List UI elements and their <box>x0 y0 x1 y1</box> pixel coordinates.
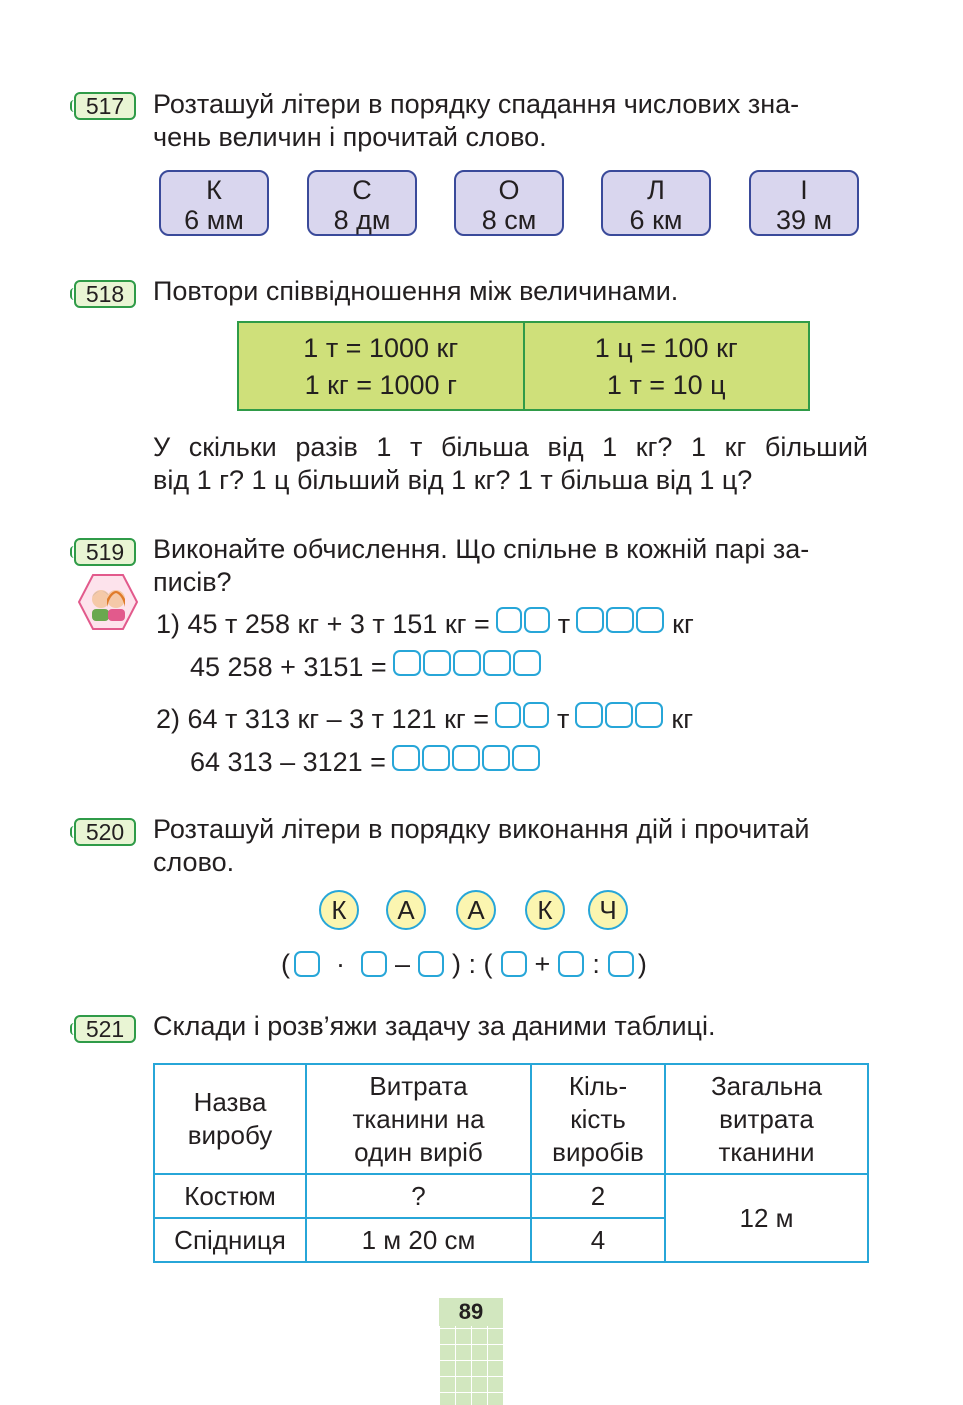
letter-circle-k: К <box>319 890 359 930</box>
fabric-table <box>153 1063 869 1263</box>
answer-boxes-diff[interactable] <box>392 745 542 779</box>
expression-2b: 64 313 – 3121 = <box>190 745 548 779</box>
answer-boxes-sum[interactable] <box>393 650 543 684</box>
letter-card-l: Л 6 км <box>601 170 711 236</box>
letter-circle-ch: Ч <box>588 890 628 930</box>
task-number-517: 517 <box>74 92 136 120</box>
task-number-519: 519 <box>74 538 136 566</box>
pair-work-kids-icon <box>78 573 138 631</box>
relations-table <box>237 321 810 411</box>
task-518-question: У скільки разів 1 т більша від 1 кг? 1 кг більший від 1 г? 1 ц більший від 1 кг? 1 т більша від 1 ц? <box>153 432 868 495</box>
task-519-text: Виконайте обчислення. Що спільне в кожній парі за- писів? <box>153 534 810 597</box>
letter-card-k: К 6 мм <box>159 170 269 236</box>
letter-card-i: І 39 м <box>749 170 859 236</box>
task-number-521: 521 <box>74 1015 136 1043</box>
header-total: Загальна витрата тканини <box>665 1064 868 1174</box>
letter-card-s: С 8 дм <box>307 170 417 236</box>
task-517-text: Розташуй літери в порядку спадання числових зна- чень величин і прочитай слово. <box>153 89 800 152</box>
letter-circle-a-2: А <box>456 890 496 930</box>
header-count: Кіль- кість виробів <box>531 1064 665 1174</box>
answer-boxes-tons[interactable] <box>496 607 552 641</box>
expression-1b: 45 258 + 3151 = <box>190 650 549 684</box>
formula-box-5[interactable] <box>558 951 584 977</box>
letter-card-o: О 8 см <box>454 170 564 236</box>
letter-circle-a: А <box>386 890 426 930</box>
header-item-name: Назва виробу <box>154 1064 306 1174</box>
letter-circle-k-2: К <box>525 890 565 930</box>
relations-right-cell: 1 ц = 100 кг 1 т = 10 ц <box>523 323 809 409</box>
task-518-text: Повтори співвідношення між величинами. <box>153 276 679 306</box>
task-520-text: Розташуй літери в порядку виконання дій і прочитай слово. <box>153 814 810 877</box>
expression-1: 1) 45 т 258 кг + 3 т 151 кг = т кг <box>156 607 694 641</box>
table-row: Костюм ? 2 12 м <box>154 1174 868 1218</box>
task-number-520: 520 <box>74 818 136 846</box>
formula-box-4[interactable] <box>501 951 527 977</box>
answer-boxes-kg-2[interactable] <box>575 702 665 736</box>
answer-boxes-tons-2[interactable] <box>495 702 551 736</box>
answer-boxes-kg[interactable] <box>576 607 666 641</box>
task-521-text: Склади і розв’яжи задачу за даними таблиці. <box>153 1011 716 1041</box>
table-row: Спідниця 1 м 20 см 4 <box>154 1218 868 1262</box>
task-number-518: 518 <box>74 280 136 308</box>
formula-box-1[interactable] <box>294 951 320 977</box>
header-per-item: Витрата тканини на один виріб <box>306 1064 531 1174</box>
order-formula: ( · – ) : ( + : ) <box>281 948 647 979</box>
formula-box-2[interactable] <box>361 951 387 977</box>
expression-2: 2) 64 т 313 кг – 3 т 121 кг = т кг <box>156 702 693 736</box>
formula-box-3[interactable] <box>418 951 444 977</box>
page-number: 89 <box>439 1298 503 1405</box>
total-cell: 12 м <box>665 1174 868 1262</box>
relations-left-cell: 1 т = 1000 кг 1 кг = 1000 г <box>303 333 459 400</box>
formula-box-6[interactable] <box>608 951 634 977</box>
